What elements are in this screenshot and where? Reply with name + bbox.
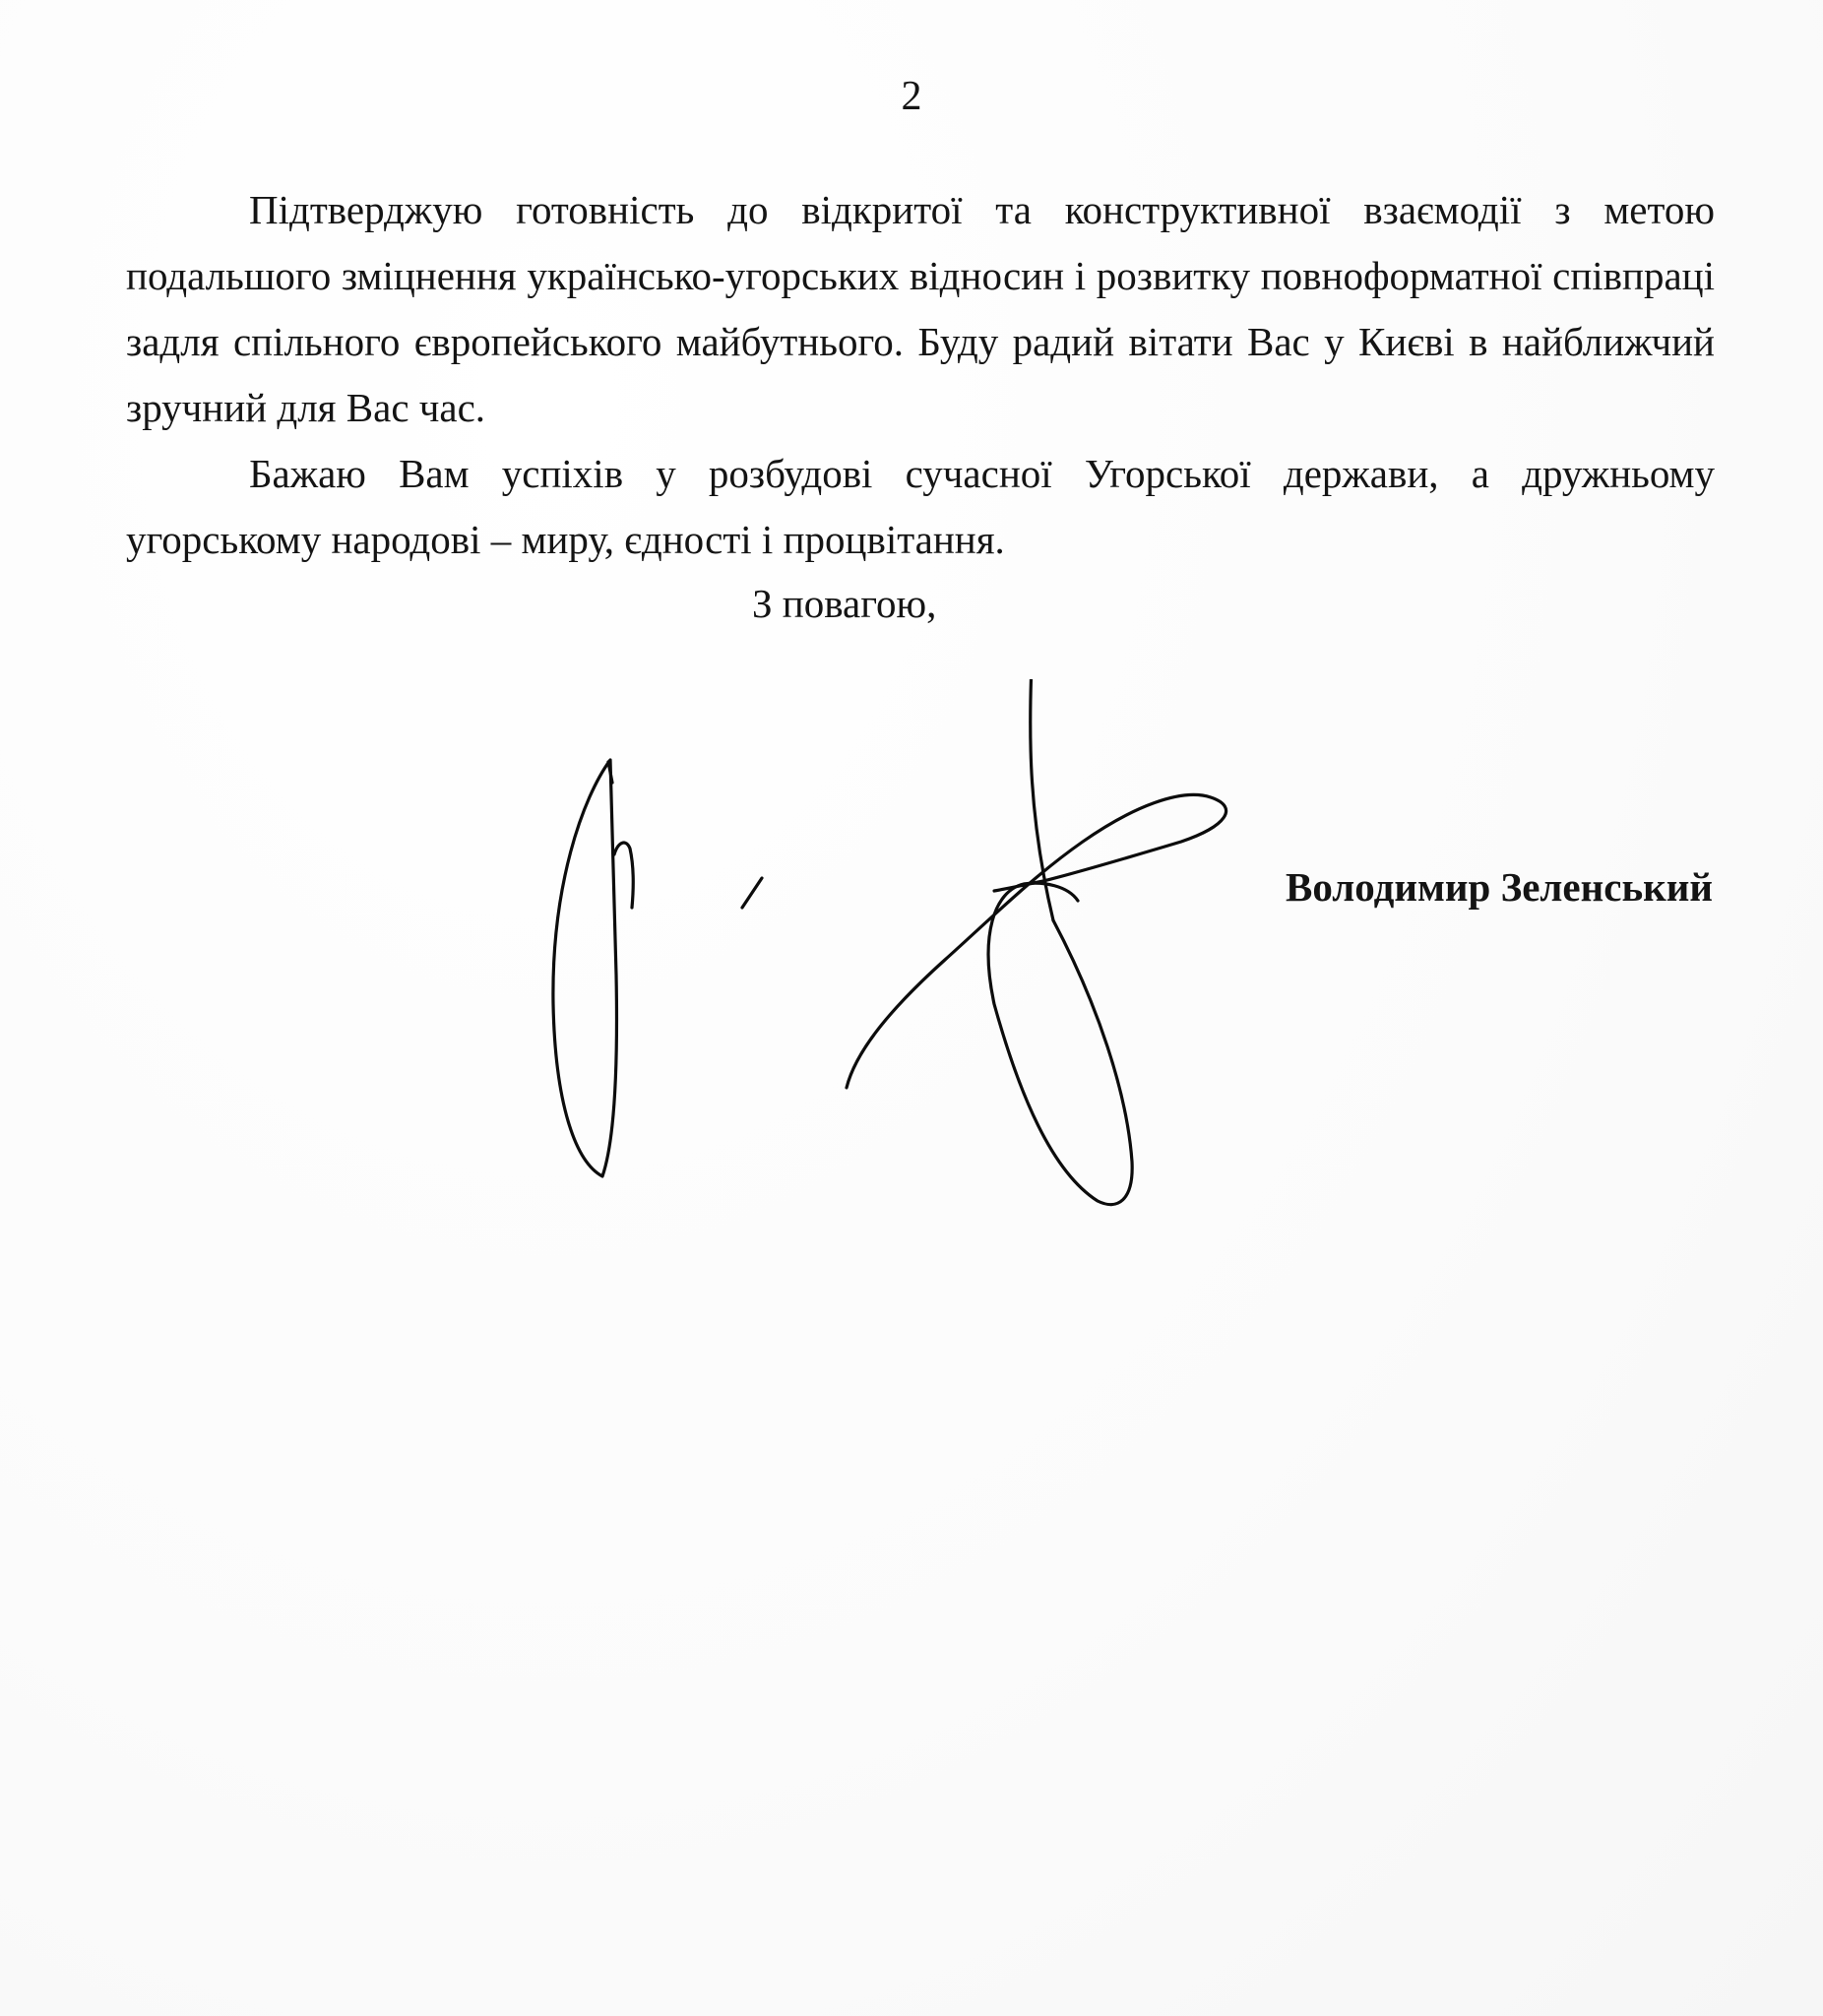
paragraph-1: Підтверджую готовність до відкритої та конструктивної взаємодії з метою подальшого зміцнення українсько-угорських відносин і розвитку повноформатної співпраці задля спільного європейського майбутнього. Буду радий вітати Вас у Києві в найближчий зручний для Вас час.	[126, 187, 1715, 430]
closing-salutation: З повагою,	[752, 581, 937, 626]
signer-name: Володимир Зеленський	[1285, 864, 1713, 910]
page-number: 2	[901, 74, 922, 119]
handwritten-signature	[532, 679, 1260, 1230]
letter-body	[126, 177, 1715, 573]
paragraph-2: Бажаю Вам успіхів у розбудові сучасної Угорської держави, а дружньому угорському народові – миру, єдності і процвітання.	[126, 451, 1715, 562]
